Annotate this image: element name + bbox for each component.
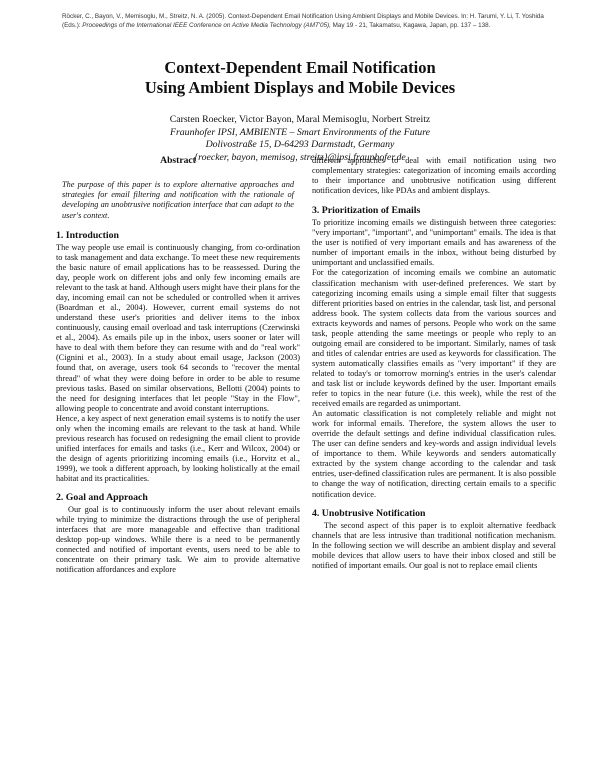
prioritization-paragraph-1: To prioritize incoming emails we distinguish between three categories: "very important", "important", and "unimportant" emails. The idea is that the user is notified of very important emails and has awareness of the number of important emails in the inbox, without being disturbed by unimportant and unclassified emails.: [312, 218, 556, 268]
citation-proceedings: Proceedings of the International IEEE Conference on Active Media Technology (AMT'05),: [82, 22, 331, 30]
author-address: Dolivostraße 15, D-64293 Darmstadt, Germany: [205, 139, 395, 151]
citation-header: [62, 12, 552, 31]
prioritization-paragraph-2: For the categorization of incoming emails we combine an automatic classification mechanism with user-defined preferences. We start by categorizing incoming emails using a simple email filter that suggests different priorities based on entries in the calendar, task list, and personal address book. The system collects data from the various sources and extracts keywords and names of persons. People who work on the same task, people attending the same meetings or people who reply to an outgoing email are considered to be important. Similarly, names of task and titles of calendar entries are used as keywords for classification. The system automatically classifies emails as "very important" if they are related to today's or tomorrow morning's entries in the user's calendar and task list or include keywords defined by the user. Important emails refer to topics in the near future (i.e. this week), while the rest of the received emails are regarded as unimportant.: [312, 268, 556, 409]
intro-paragraph-1: The way people use email is continuously changing, from co-ordination to task management and data exchange. To meet these new requirements the basic nature of email applications has to be reassessed. During the day, people work on different jobs and only few incoming emails are relevant to the task at hand. Although users might have their plans for the day, incoming email can not be scheduled or controlled when it arrives (Boardman et al., 2004). However, current email systems do not understand these user's priorities and deliver items to the inbox continuously, causing email overload and task interruptions (Czerwinski et al., 2004). As emails pile up in the inbox, users sooner or later will have to deal with them before they can resume with and do "real work" (Cignini et al., 2003). In a study about email usage, Jackson (2003) found that, on average, users took 64 seconds to "recover the mental thread" of what they were doing before in order to be able to resume previous tasks. Based on similar observations, Bellotti (2004) points to the need for designing interfaces that let people "Stay in the Flow", allowing people to concentrate and avoid constant interruptions.: [56, 242, 300, 413]
section-heading-prioritization: 3. Prioritization of Emails: [312, 205, 421, 217]
title-line-1: Context-Dependent Email Notification: [164, 58, 436, 77]
right-column: [312, 156, 556, 571]
left-column: [56, 148, 300, 575]
goal-paragraph-1: Our goal is to continuously inform the user about relevant emails while trying to minimize the distractions through the use of peripheral interfaces that are more manageable and effective than traditional desktop pop-up windows. While there is a need to be permanently connected and notified of important events, users need to be able to concentrate on their primary task. We aim to provide alternative notification affordances and explore: [56, 505, 300, 575]
notification-paragraph-1: The second aspect of this paper is to exploit alternative feedback channels that are less intrusive than traditional notification mechanism. In the following section we will describe an ambient display and several mobile devices that allow users to have their inbox closed and still be notified of important emails. Our goal is not to replace email clients: [312, 520, 556, 570]
citation-end: May 19 - 21, Takamatsu, Kagawa, Japan, pp. 137 – 138.: [332, 22, 491, 30]
title-line-2: Using Ambient Displays and Mobile Devices: [144, 78, 456, 97]
intro-paragraph-2: Hence, a key aspect of next generation email systems is to notify the user only when the incoming emails are relevant to the task at hand. While previous research has focused on redesigning the email client to provide unified interfaces for emails and tasks (i.e., Kerr and Wilcox, 2004) or the design of agents prioritizing incoming emails (i.e., Horvitz et al., 1999), we took a different approach, by looking holistically at the email habitat and its practicalities.: [56, 413, 300, 483]
author-email: {roecker, bayon, memisog, streitz}@ipsi.fraunhofer.de: [194, 151, 406, 163]
abstract-heading: Abstract: [160, 155, 196, 166]
author-names: Carsten Roecker, Victor Bayon, Maral Memisoglu, Norbert Streitz: [169, 114, 431, 125]
citation-text: Röcker, C., Bayon, V., Memisoglu, M., Streitz, N. A. (2005). Context-Dependent Email Notification Using Ambient Displays and Mobile Devices. In: H. Tarumi, Y. Li, T. Yoshida (Eds.):: [62, 13, 544, 30]
goal-paragraph-continued: different approaches to deal with email notification using two complementary strategies: categorization of incoming emails according to their importance and unobtrusive notification using different notification devices, like PDAs and ambient displays.: [312, 156, 556, 196]
prioritization-paragraph-3: An automatic classification is not completely reliable and might not work for informal emails. Therefore, the system allows the user to override the default settings and define individual classification rules. The user can define senders and key-words and assign individual levels of importance to them. While keywords and senders automatically extracted by the system change according to the calendar and task entries, user-defined classification rules are permanent. It is also possible to change the way of notification, directing certain emails to a specific notification device.: [312, 409, 556, 499]
section-heading-goal: 2. Goal and Approach: [56, 492, 148, 504]
section-heading-introduction: 1. Introduction: [56, 229, 119, 241]
abstract-text: The purpose of this paper is to explore alternative approaches and strategies for email filtering and notification with the rationale of developing an unobtrusive notification interface that can adapt to the user's context.: [62, 180, 294, 220]
author-affiliation: Fraunhofer IPSI, AMBIENTE – Smart Environments of the Future: [169, 126, 431, 138]
paper-title: [0, 58, 600, 98]
section-heading-notification: 4. Unobtrusive Notification: [312, 507, 426, 519]
